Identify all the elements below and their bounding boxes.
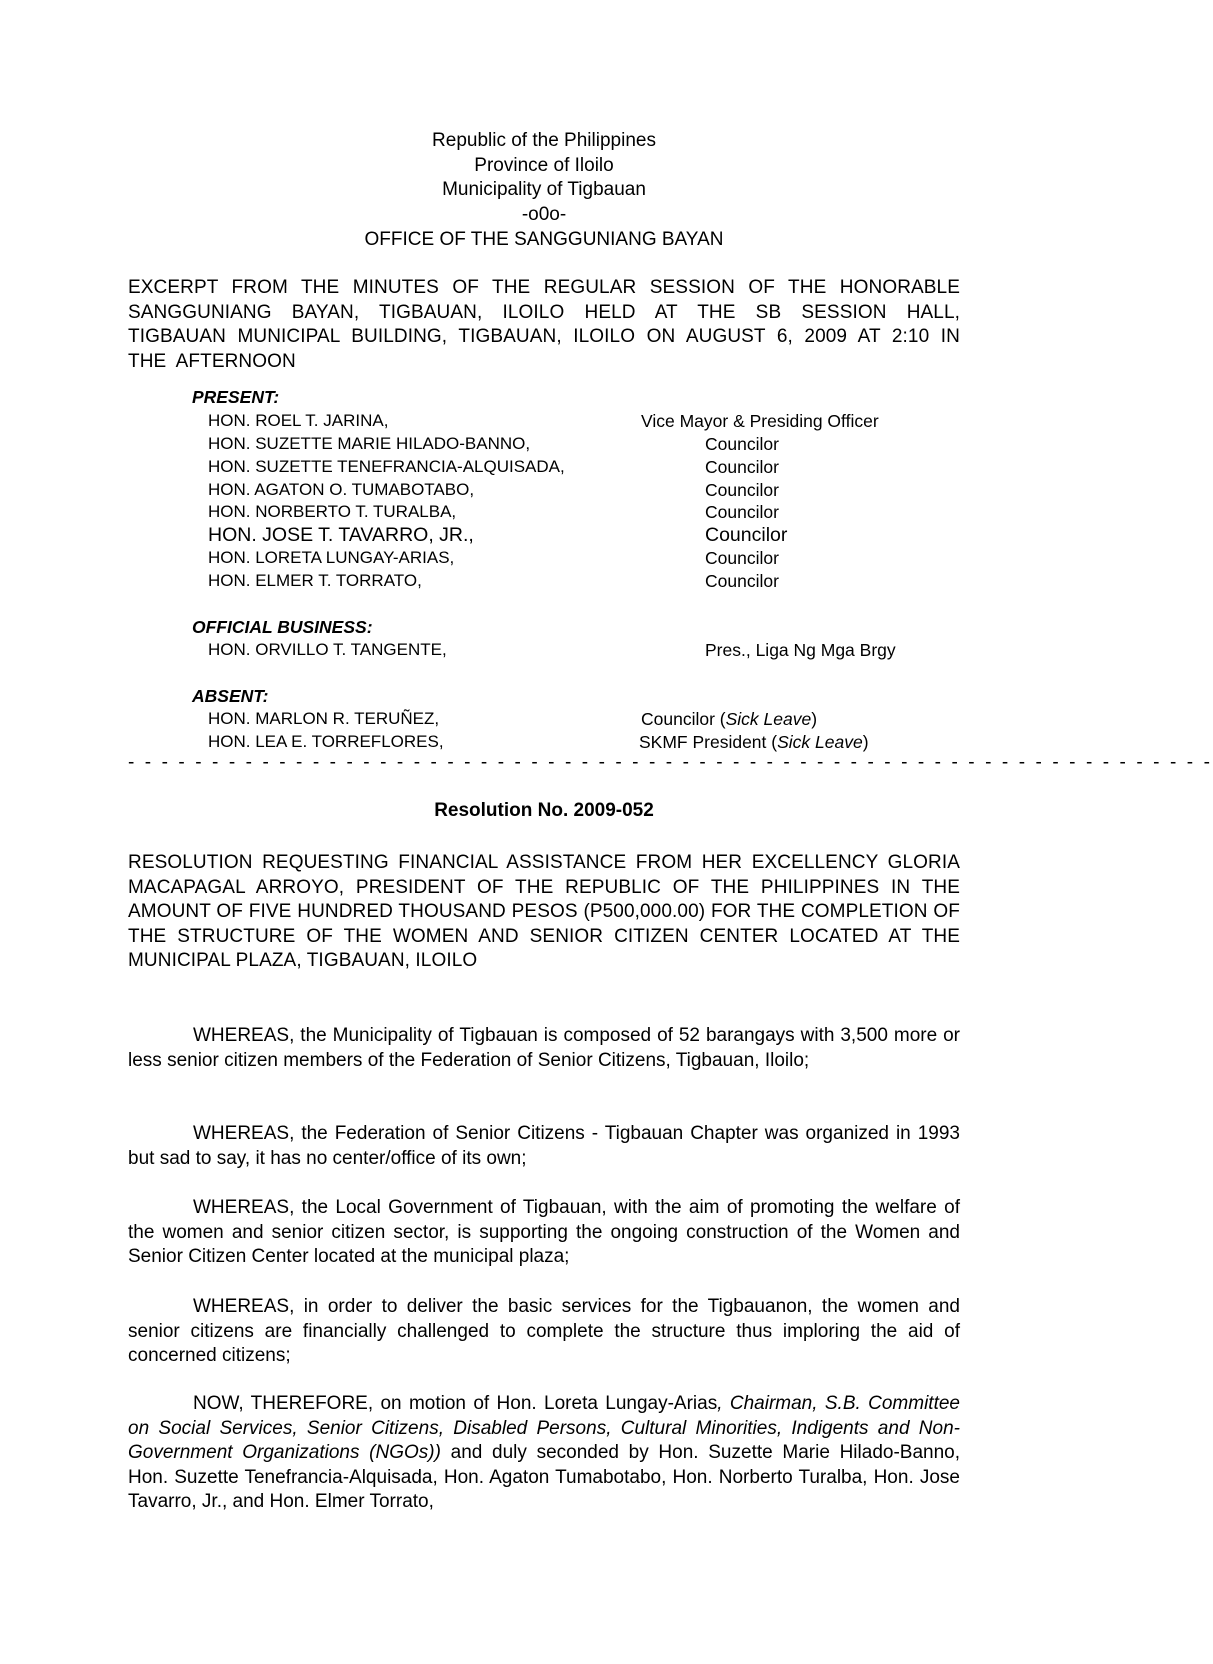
excerpt-paragraph: EXCERPT FROM THE MINUTES OF THE REGULAR SESSION OF THE HONORABLE SANGGUNIANG BAYAN, TIGBAUAN, ILOILO HELD AT THE SB SESSION HALL, TIGBAUAN MUNICIPAL BUILDING, TIGBAUAN, ILOILO ON AUGUST 6, 2009 AT 2:10 IN THE AFTERNOON [128, 277, 960, 372]
whereas-clause: WHEREAS, in order to deliver the basic services for the Tigbauanon, the women and senior citizens are financially challenged to complete the structure thus imploring the aid of concerned citizens; [128, 1296, 960, 1367]
attendee-name: HON. ROEL T. JARINA, [208, 411, 389, 430]
dashed-separator: - - - - - - - - - - - - - - - - - - - - - - - - - - - - - - - - - - - - - - - - - - - - - - - - - - - - - - - - - - - - - - - - - [128, 752, 1213, 773]
present-heading: PRESENT: [192, 387, 280, 407]
attendee-name: HON. LORETA LUNGAY-ARIAS, [208, 548, 455, 567]
letterhead-office: OFFICE OF THE SANGGUNIANG BAYAN [364, 229, 724, 250]
official-business-role: Pres., Liga Ng Mga Brgy [705, 640, 896, 660]
attendee-name: HON. ELMER T. TORRATO, [208, 571, 422, 590]
whereas-clause: WHEREAS, the Local Government of Tigbauan, with the aim of promoting the welfare of the women and senior citizen sector, is supporting the ongoing construction of the Women and Senior Citizen Center located at the municipal plaza; [128, 1197, 960, 1268]
official-business-name: HON. ORVILLO T. TANGENTE, [208, 640, 447, 659]
resolution-title: RESOLUTION REQUESTING FINANCIAL ASSISTANCE FROM HER EXCELLENCY GLORIA MACAPAGAL ARROYO, PRESIDENT OF THE REPUBLIC OF THE PHILIPPINES IN THE AMOUNT OF FIVE HUNDRED THOUSAND PESOS (P500,000.00) FOR THE COMPLETION OF THE STRUCTURE OF THE WOMEN AND SENIOR CITIZEN CENTER LOCATED AT THE MUNICIPAL PLAZA, TIGBAUAN, ILOILO [128, 852, 960, 972]
absent-name: HON. MARLON R. TERUÑEZ, [208, 709, 440, 728]
attendee-name: HON. AGATON O. TUMABOTABO, [208, 480, 475, 499]
letterhead-municipality: Municipality of Tigbauan [442, 179, 646, 200]
absent-role: SKMF President (Sick Leave) [639, 732, 869, 752]
attendee-name: HON. JOSE T. TAVARRO, JR., [208, 524, 474, 546]
attendee-role: Councilor [705, 480, 779, 500]
attendee-role: Councilor [705, 524, 788, 546]
letterhead-ornament: -o0o- [521, 204, 567, 225]
letterhead-country: Republic of the Philippines [432, 130, 656, 151]
attendee-role: Vice Mayor & Presiding Officer [641, 411, 879, 431]
absent-name: HON. LEA E. TORREFLORES, [208, 732, 444, 751]
whereas-clause: WHEREAS, the Federation of Senior Citizens - Tigbauan Chapter was organized in 1993 but sad to say, it has no center/office of its own; [128, 1123, 960, 1169]
absent-role: Councilor (Sick Leave) [641, 709, 818, 729]
attendee-role: Councilor [705, 457, 779, 477]
attendee-role: Councilor [705, 434, 779, 454]
absent-heading: ABSENT: [192, 686, 269, 706]
attendee-name: HON. SUZETTE MARIE HILADO-BANNO, [208, 434, 531, 453]
attendee-role: Councilor [705, 548, 779, 568]
attendee-role: Councilor [705, 571, 779, 591]
now-therefore-paragraph: NOW, THEREFORE, on motion of Hon. Loreta Lungay-Arias, Chairman, S.B. Committee on Social Services, Senior Citizens, Disabled Persons, Cultural Minorities, Indigents and Non-Government Organizations (NGOs)) and duly seconded by Hon. Suzette Marie Hilado-Banno, Hon. Suzette Tenefrancia-Alquisada, Hon. Agaton Tumabotabo, Hon. Norberto Turalba, Hon. Jose Tavarro, Jr., and Hon. Elmer Torrato, [128, 1393, 961, 1513]
whereas-clause: WHEREAS, the Municipality of Tigbauan is composed of 52 barangays with 3,500 more or less senior citizen members of the Federation of Senior Citizens, Tigbauan, Iloilo; [128, 1025, 960, 1071]
attendee-name: HON. SUZETTE TENEFRANCIA-ALQUISADA, [208, 457, 565, 476]
letterhead-province: Province of Iloilo [474, 155, 614, 176]
resolution-number: Resolution No. 2009-052 [434, 800, 654, 821]
attendee-role: Councilor [705, 502, 779, 522]
attendee-name: HON. NORBERTO T. TURALBA, [208, 502, 457, 521]
official-business-heading: OFFICIAL BUSINESS: [192, 617, 373, 637]
